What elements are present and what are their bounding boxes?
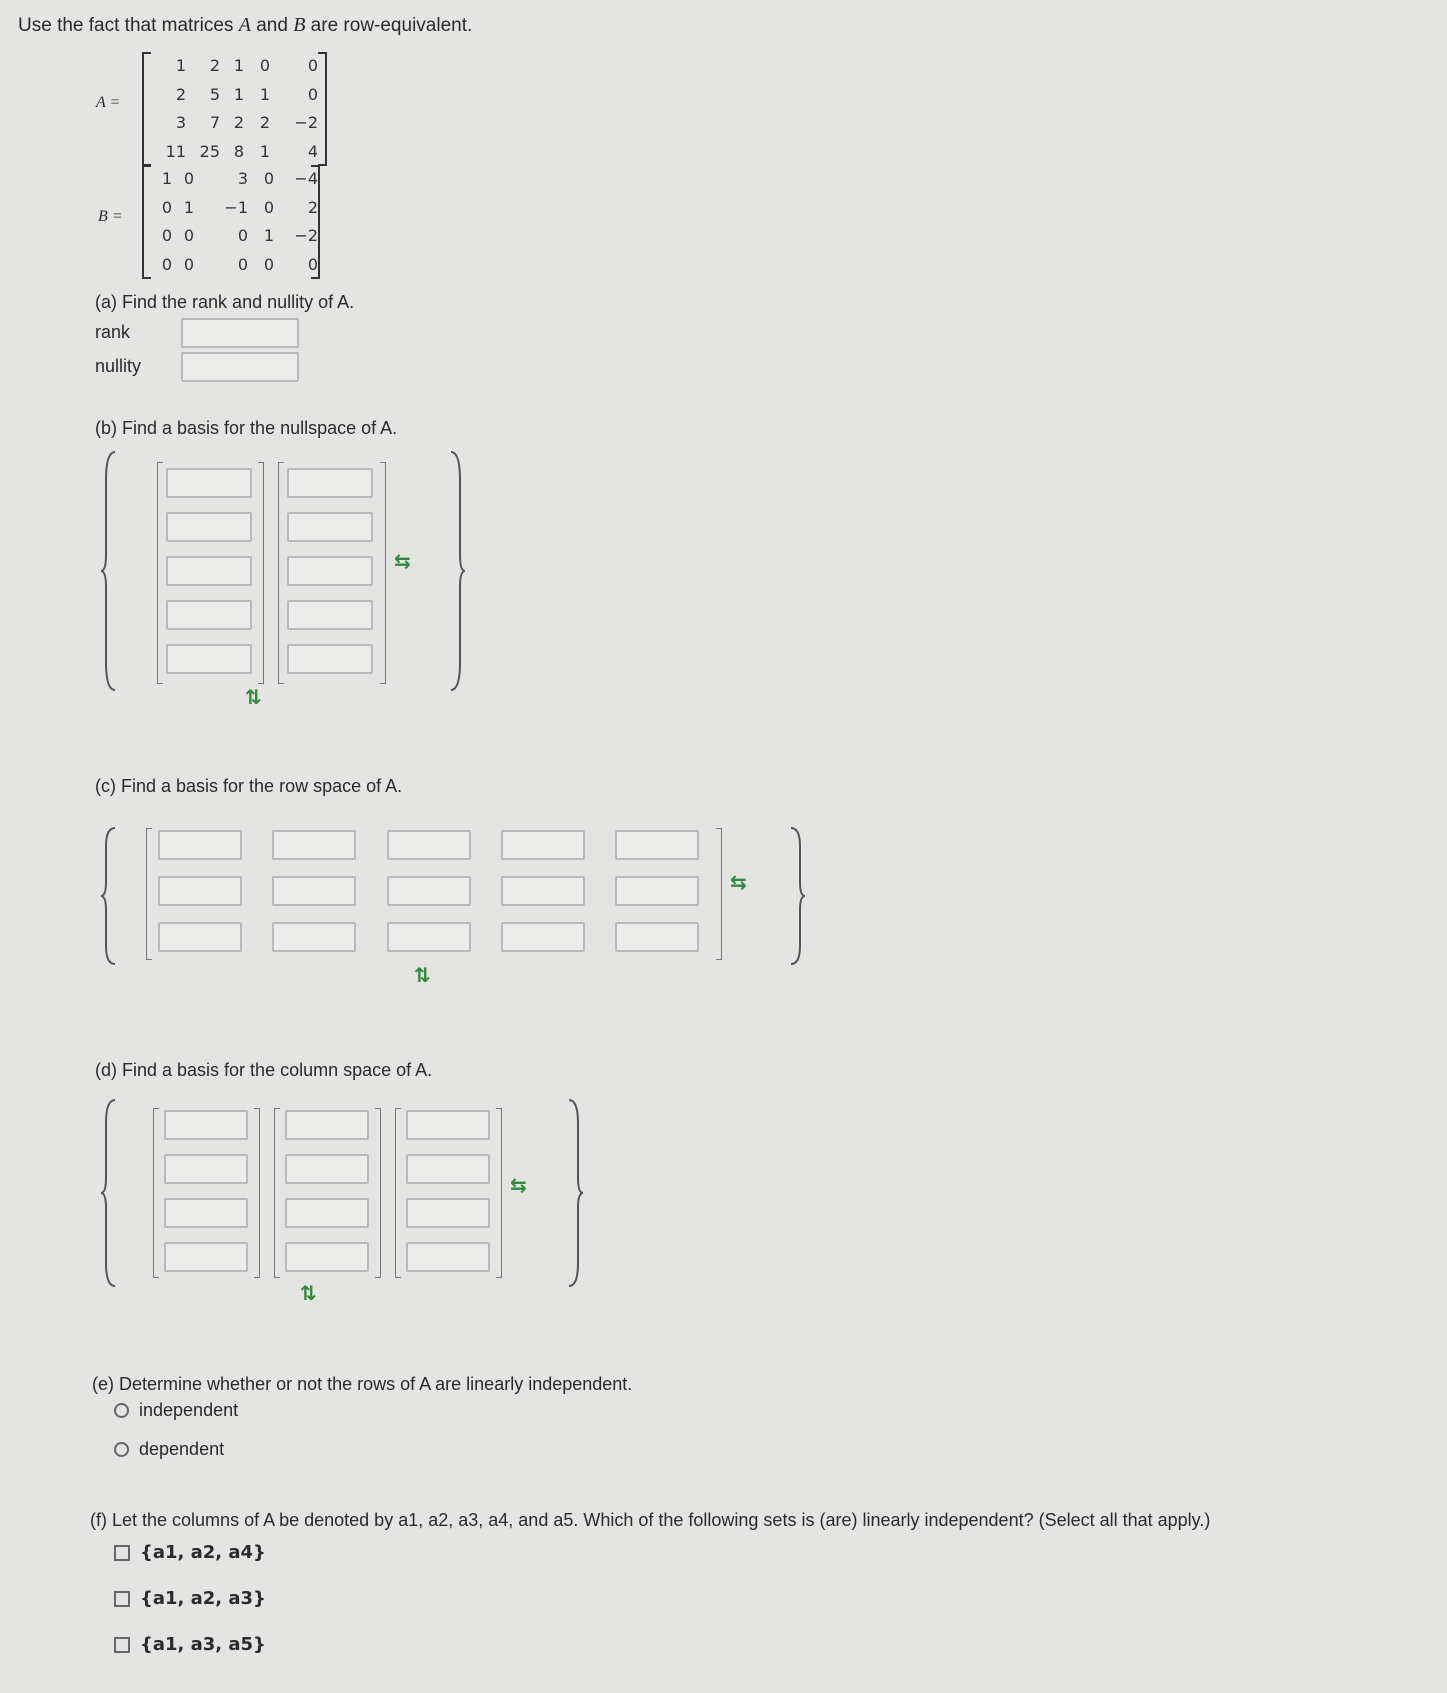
nullspace-vector-1-entry[interactable]	[166, 600, 252, 630]
part-d-question: (d) Find a basis for the column space of A.	[95, 1060, 433, 1080]
matrix-entry: −2	[294, 113, 318, 132]
matrix-entry: 2	[307, 197, 318, 217]
part-b-question: (b) Find a basis for the nullspace of A.	[95, 418, 398, 438]
matrix-entry: 1	[263, 226, 274, 245]
rowspace-vector-1-entry[interactable]	[158, 876, 242, 906]
part-e-question: (e) Determine whether or not the rows of A are linearly independent.	[92, 1374, 633, 1394]
matrix-entry: 2	[175, 84, 186, 104]
left-brace	[100, 826, 118, 966]
right-brace	[448, 450, 466, 692]
matrix-entry: 0	[183, 169, 194, 188]
checkbox-icon[interactable]	[114, 1591, 130, 1607]
add-remove-vector-icon[interactable]: ⇆	[730, 872, 747, 894]
rowspace-vector-4-entry[interactable]	[501, 876, 585, 906]
left-brace	[100, 1098, 118, 1288]
matrix-entry: 0	[263, 254, 274, 274]
nullspace-vector-2-entry[interactable]	[287, 468, 373, 498]
intro-text: Use the fact that matrices A and B are row-equivalent.	[18, 14, 473, 36]
right-brace	[566, 1098, 584, 1288]
columnspace-vector-3-entry[interactable]	[406, 1198, 490, 1228]
checkbox-icon[interactable]	[114, 1545, 130, 1561]
rank-input[interactable]	[181, 318, 299, 348]
matrix-entry: 3	[175, 113, 186, 132]
matrix-entry: −2	[294, 226, 318, 245]
matrix-entry: 4	[307, 141, 318, 161]
option-a1-a2-a4[interactable]: {a1, a2, a4}	[114, 1542, 266, 1563]
rowspace-vector-3-entry[interactable]	[387, 830, 471, 860]
matrix-entry: 0	[259, 56, 270, 75]
nullspace-vector-2-entry[interactable]	[287, 512, 373, 542]
matrix-entry: 0	[161, 254, 172, 274]
matrix-entry: 3	[237, 169, 248, 188]
matrix-entry: 0	[307, 56, 318, 75]
rowspace-vector-5-entry[interactable]	[615, 876, 699, 906]
part-a-question: (a) Find the rank and nullity of A.	[95, 292, 355, 312]
add-remove-row-icon[interactable]: ⇅	[414, 965, 431, 987]
columnspace-vector-1-entry[interactable]	[164, 1110, 248, 1140]
matrix-a-label: A =	[96, 94, 121, 111]
matrix-entry: 2	[259, 113, 270, 132]
columnspace-vector-1-entry[interactable]	[164, 1198, 248, 1228]
matrix-entry: 1	[259, 141, 270, 161]
matrix-entry: 0	[263, 197, 274, 217]
nullspace-vector-1-entry[interactable]	[166, 468, 252, 498]
matrix-entry: 8	[233, 141, 244, 161]
add-remove-vector-icon[interactable]: ⇆	[394, 551, 411, 573]
matrix-entry: 0	[307, 84, 318, 104]
part-c-question: (c) Find a basis for the row space of A.	[95, 776, 403, 796]
rowspace-vector-1-entry[interactable]	[158, 922, 242, 952]
nullity-input[interactable]	[181, 352, 299, 382]
rowspace-vector-3-entry[interactable]	[387, 876, 471, 906]
columnspace-vector-2-entry[interactable]	[285, 1154, 369, 1184]
option-a1-a3-a5[interactable]: {a1, a3, a5}	[114, 1634, 266, 1655]
rowspace-vector-2-entry[interactable]	[272, 830, 356, 860]
add-remove-vector-icon[interactable]: ⇆	[510, 1175, 527, 1197]
rowspace-vector-2-entry[interactable]	[272, 922, 356, 952]
nullspace-vector-2-entry[interactable]	[287, 556, 373, 586]
columnspace-vector-1-entry[interactable]	[164, 1242, 248, 1272]
matrix-entry: 0	[307, 254, 318, 274]
matrix-entry: 0	[237, 254, 248, 274]
matrix-entry: 1	[233, 84, 244, 104]
matrix-b-label: B =	[98, 208, 123, 225]
nullity-label: nullity	[95, 356, 142, 376]
matrix-entry: 2	[209, 56, 220, 75]
matrix-a	[142, 52, 327, 166]
radio-icon[interactable]	[114, 1442, 129, 1457]
columnspace-vector-2-entry[interactable]	[285, 1198, 369, 1228]
columnspace-vector-3-entry[interactable]	[406, 1154, 490, 1184]
matrix-entry: 25	[199, 141, 220, 161]
columnspace-vector-3-entry[interactable]	[406, 1110, 490, 1140]
rowspace-vector-4-entry[interactable]	[501, 922, 585, 952]
matrix-entry: 0	[161, 197, 172, 217]
right-brace	[788, 826, 806, 966]
matrix-entry: 0	[237, 226, 248, 245]
option-dependent[interactable]: dependent	[114, 1439, 224, 1460]
option-a1-a2-a3[interactable]: {a1, a2, a3}	[114, 1588, 266, 1609]
matrix-entry: 0	[183, 254, 194, 274]
nullspace-vector-1-entry[interactable]	[166, 556, 252, 586]
matrix-entry: 1	[233, 56, 244, 75]
nullspace-vector-1-entry[interactable]	[166, 644, 252, 674]
matrix-entry: 0	[183, 226, 194, 245]
columnspace-basis	[100, 1094, 590, 1304]
matrix-entry: 0	[263, 169, 274, 188]
matrix-entry: 2	[233, 113, 244, 132]
radio-icon[interactable]	[114, 1403, 129, 1418]
matrix-b	[142, 165, 320, 279]
nullspace-basis	[100, 446, 470, 709]
rowspace-vector-2-entry[interactable]	[272, 876, 356, 906]
nullspace-vector-2-entry[interactable]	[287, 644, 373, 674]
option-independent[interactable]: independent	[114, 1400, 238, 1421]
rowspace-vector-1-entry[interactable]	[158, 830, 242, 860]
matrix-entry: 1	[161, 169, 172, 188]
rowspace-vector-3-entry[interactable]	[387, 922, 471, 952]
matrix-entry: 1	[175, 56, 186, 75]
left-brace	[100, 450, 118, 692]
rowspace-vector-5-entry[interactable]	[615, 830, 699, 860]
matrix-entry: 1	[259, 84, 270, 104]
add-remove-row-icon[interactable]: ⇅	[245, 687, 262, 709]
matrix-entry: −4	[294, 169, 318, 188]
matrix-entry: 11	[165, 141, 186, 161]
columnspace-vector-2-entry[interactable]	[285, 1110, 369, 1140]
nullspace-vector-2-entry[interactable]	[287, 600, 373, 630]
add-remove-row-icon[interactable]: ⇅	[300, 1283, 317, 1305]
checkbox-icon[interactable]	[114, 1637, 130, 1653]
matrix-entry: 0	[161, 226, 172, 245]
rowspace-vector-5-entry[interactable]	[615, 922, 699, 952]
columnspace-vector-2-entry[interactable]	[285, 1242, 369, 1272]
columnspace-vector-1-entry[interactable]	[164, 1154, 248, 1184]
rank-label: rank	[95, 322, 131, 342]
nullspace-vector-1-entry[interactable]	[166, 512, 252, 542]
matrix-entry: 5	[209, 84, 220, 104]
matrix-entry: 1	[183, 197, 194, 217]
rowspace-vector-4-entry[interactable]	[501, 830, 585, 860]
matrix-entry: 7	[209, 113, 220, 132]
matrix-entry: −1	[224, 197, 248, 217]
rowspace-basis	[100, 818, 810, 987]
columnspace-vector-3-entry[interactable]	[406, 1242, 490, 1272]
part-f-question: (f) Let the columns of A be denoted by a1, a2, a3, a4, and a5. Which of the following sets is (are) linearly independent? (Select all that apply.)	[90, 1510, 1211, 1530]
